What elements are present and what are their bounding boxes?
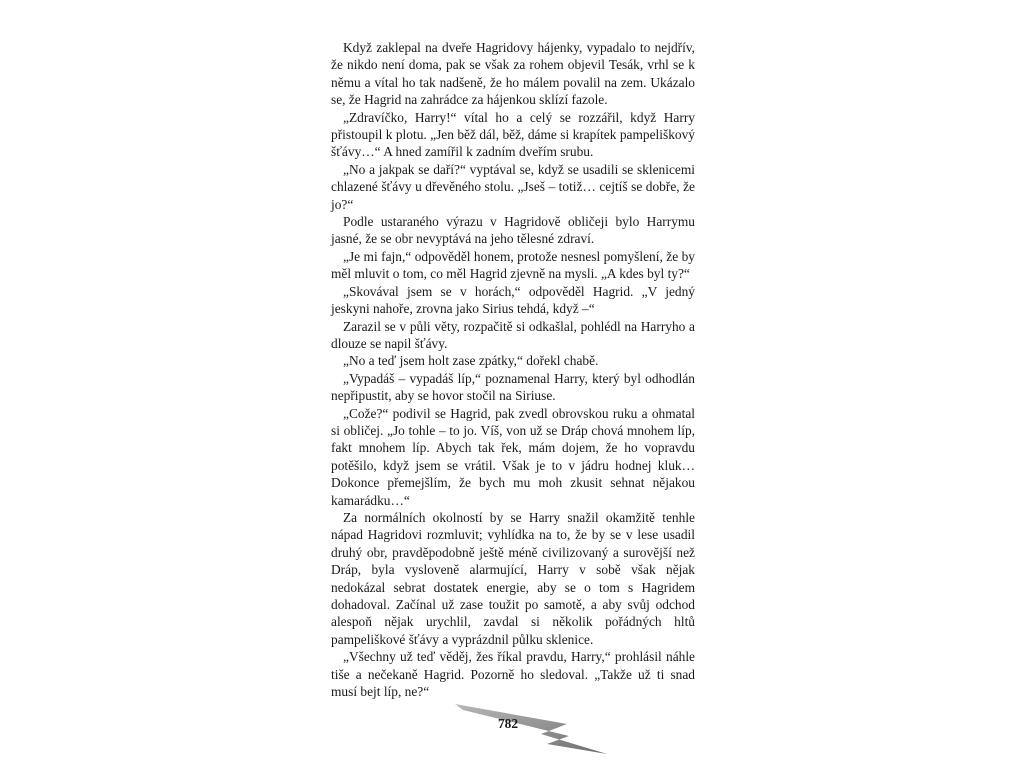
paragraph: Podle ustaraného výrazu v Hagridově obličeji bylo Harrymu jasné, že se obr nevyptává na jeho tělesné zdraví. (331, 214, 695, 247)
page-number: 782 (497, 716, 519, 731)
paragraph: „Cože?“ podivil se Hagrid, pak zvedl obrovskou ruku a ohmatal si obličej. „Jo tohle – to jo. Víš, von už se Dráp chová mnohem líp, fakt mnohem líp. Abych tak řek, mám dojem, že ho vopravdu potěšilo, když jsem se vrátil. Však je to v jádru hodnej kluk… Dokonce přemejšlím, že bych mu moh zkusit sehnat nějakou kamarádku…“ (331, 405, 695, 508)
paragraph: „No a jakpak se daří?“ vyptával se, když se usadili se sklenicemi chlazené šťávy u dřevěného stolu. „Jseš – totiž… cejtíš se dobře, že jo?“ (331, 161, 695, 212)
body-text (331, 39, 695, 700)
paragraph: Když zaklepal na dveře Hagridovy hájenky, vypadalo to nejdřív, že nikdo není doma, pak se však za rohem objevil Tesák, vrhl se k němu a vítal ho tak nadšeně, že ho málem povalil na zem. Ukázalo se, že Hagrid na zahrádce za hájenkou sklízí fazole. (331, 40, 695, 108)
paragraph: „No a teď jsem holt zase zpátky,“ dořekl chabě. (343, 353, 599, 369)
paragraph: „Všechny už teď věděj, žes říkal pravdu, Harry,“ prohlásil náhle tiše a nečekaně Hagrid. Pozorně ho sledoval. „Takže už ti snad musí bejt líp, ne?“ (331, 649, 695, 700)
paragraph: „Je mi fajn,“ odpověděl honem, protože nesnesl pomyšlení, že by měl mluvit o tom, co měl Hagrid zjevně na mysli. „A kdes byl ty?“ (331, 248, 695, 282)
paragraph: „Zdravíčko, Harry!“ vítal ho a celý se rozzářil, když Harry přistoupil k plotu. „Jen běž dál, běž, dáme si krapítek pampeliškový šťávy…“ A hned zamířil k zadním dveřím srubu. (331, 109, 695, 160)
paragraph: Zarazil se v půli věty, rozpačitě si odkašlal, pohlédl na Harryho a dlouze se napil šťávy. (331, 318, 695, 351)
lightning-bolt-icon (455, 700, 615, 765)
paragraph: Za normálních okolností by se Harry snažil okamžitě tenhle nápad Hagridovi rozmluvit; vyhlídka na to, že by se v lese usadil druhý obr, pravděpodobně ještě méně civilizovaný a surovější než Dráp, byla vysloveně alarmující, Harry v sobě však nějak nedokázal sebrat dostatek energie, aby se o tom s Hagridem dohadoval. Začínal už zase toužit po samotě, a aby svůj odchod alespoň nějak urychlil, zavdal si několik pořádných hltů pampeliškové šťávy a vyprázdnil půlku sklenice. (331, 509, 695, 647)
paragraph: „Skovával jsem se v horách,“ odpověděl Hagrid. „V jedný jeskyni nahoře, zrovna jako Sirius tehdá, když –“ (331, 283, 695, 317)
paragraph: „Vypadáš – vypadáš líp,“ poznamenal Harry, který byl odhodlán nepřipustit, aby se hovor stočil na Siriuse. (331, 370, 695, 404)
